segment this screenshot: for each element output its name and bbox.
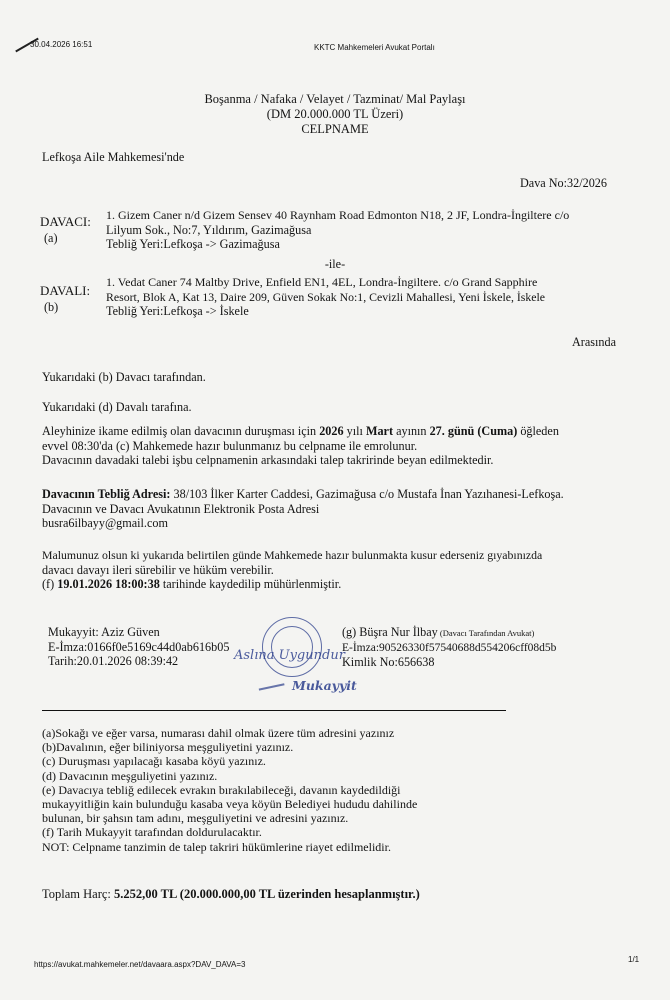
- footnote-c: (c) Duruşması yapılacağı kasaba köyü yazınız.: [42, 754, 266, 769]
- davaci-line3: Tebliğ Yeri:Lefkoşa -> Gazimağusa: [106, 237, 280, 251]
- lawyer-name: (g) Büşra Nur İlbay: [342, 625, 438, 639]
- court-seal-icon: [262, 617, 322, 677]
- clerk-signature: [48, 625, 229, 669]
- davaci-label: DAVACI:: [40, 214, 91, 229]
- footnote-d: (d) Davacının meşguliyetini yazınız.: [42, 768, 218, 783]
- print-datetime: 30.04.2026 16:51: [30, 40, 93, 49]
- fee-value: 5.252,00 TL (20.000.000,00 TL üzerinden hesaplanmıştır.): [114, 887, 420, 901]
- clerk-esign: E-İmza:0166f0e5169c44d0ab616b05: [48, 639, 230, 654]
- stamp-signature-mark: [257, 677, 284, 690]
- notice-prefix: (f): [42, 577, 58, 591]
- title-celpname: CELPNAME: [301, 122, 369, 136]
- clerk-name: Mukayyit: Aziz Güven: [48, 625, 160, 639]
- page-number: 1/1: [628, 955, 640, 964]
- fee-label: Toplam Harç:: [42, 887, 115, 901]
- footnote-b: (b)Davalının, eğer biliniyorsa meşguliyetini yazınız.: [42, 740, 294, 755]
- stamp-mukayyit: Mukayyit: [292, 678, 357, 693]
- email-label: Davacının ve Davacı Avukatının Elektronik Posta Adresi: [42, 501, 320, 516]
- arasinda: Arasında: [572, 335, 616, 349]
- notification-address: [42, 487, 564, 531]
- seal-date: 19.01.2026 18:00:38: [57, 577, 160, 591]
- paragraph-davaci: Yukarıdaki (b) Davacı tarafından.: [42, 370, 206, 384]
- lawyer-role: (Davacı Tarafından Avukat): [437, 628, 535, 638]
- stamp-text: Aslına Uygundur: [234, 648, 345, 663]
- hearing-line2: evvel 08:30'da (c) Mahkemede hazır bulunmanız bu celpname ile emrolunur.: [42, 438, 418, 453]
- hearing-line3: Davacının davadaki talebi işbu celpnamenin arkasındaki talep takririnde beyan edilmektedir.: [42, 453, 494, 467]
- footnote-e2: mukayyitliğin kain bulunduğu kasaba veya köyün Belediyei hududu dahilinde: [42, 797, 418, 812]
- hearing-text-c: ayının: [393, 424, 430, 438]
- clerk-date: Tarih:20.01.2026 08:39:42: [48, 654, 179, 668]
- lawyer-id: Kimlik No:656638: [342, 655, 435, 669]
- divider: [42, 710, 506, 711]
- footer-url: https://avukat.mahkemeler.net/davaara.aspx?DAV_DAVA=3: [34, 960, 246, 969]
- hearing-text-a: Aleyhinize ikame edilmiş olan davacının duruşması için: [42, 424, 320, 438]
- notice-suffix: tarihinde kaydedilip mühürlenmiştir.: [159, 577, 342, 591]
- portal-name: KKTC Mahkemeleri Avukat Portalı: [314, 43, 435, 52]
- footnote-not: NOT: Celpname tanzimin de talep takriri hükümlerine riayet edilmelidir.: [42, 839, 391, 854]
- title-line1: Boşanma / Nafaka / Velayet / Tazminat/ Mal Paylaşı: [204, 92, 466, 106]
- total-fee: [42, 887, 420, 902]
- lawyer-signature: [342, 625, 556, 670]
- hearing-day: 27. günü (Cuma): [429, 424, 518, 438]
- lawyer-esign: E-İmza:90526330f57540688d554206cff08d5b: [342, 641, 557, 654]
- email-value: busra6ilbayy@gmail.com: [42, 516, 168, 530]
- address-value: 38/103 İlker Karter Caddesi, Gazimağusa c/o Mustafa İnan Yazıhanesi-Lefkoşa.: [170, 487, 564, 501]
- davali-line1: 1. Vedat Caner 74 Maltby Drive, Enfield EN1, 4EL, Londra-İngiltere. c/o Grand Sapphire: [106, 275, 538, 289]
- davali-line3: Tebliğ Yeri:Lefkoşa -> İskele: [106, 304, 249, 318]
- footnote-e1: (e) Davacıya tebliğ edilecek evrakın bırakılabileceği, davanın kaydedildiği: [42, 782, 401, 797]
- hearing-paragraph: [42, 424, 559, 468]
- davaci-details: [106, 208, 569, 252]
- case-number: Dava No:32/2026: [520, 176, 607, 190]
- davali-line2: Resort, Blok A, Kat 13, Daire 209, Güven Sokak No:1, Cevizli Mahallesi, Yeni İskele, İskele: [106, 289, 546, 304]
- ile-separator: -ile-: [324, 257, 346, 271]
- hearing-month: Mart: [365, 424, 394, 438]
- davali-details: [106, 275, 545, 319]
- notice-line2: davacı davayı ileri sürebilir ve hüküm verebilir.: [42, 562, 274, 577]
- davaci-line1: 1. Gizem Caner n/d Gizem Sensev 40 Raynham Road Edmonton N18, 2 JF, Londra-İngiltere c/o: [106, 208, 570, 222]
- hearing-year: 2026: [319, 424, 344, 438]
- davaci-sub: (a): [44, 231, 58, 245]
- court-name: Lefkoşa Aile Mahkemesi'nde: [42, 150, 185, 164]
- paragraph-davali: Yukarıdaki (d) Davalı tarafına.: [42, 400, 192, 414]
- footnote-f: (f) Tarih Mukayyit tarafından doldurulacaktır.: [42, 825, 262, 840]
- notice-paragraph: [42, 548, 542, 592]
- address-label: Davacının Tebliğ Adresi:: [42, 487, 171, 501]
- notice-line1: Malumunuz olsun ki yukarıda belirtilen günde Mahkemede hazır bulunmakta kusur ederseniz gıyabınızda: [42, 548, 543, 562]
- davali-sub: (b): [44, 300, 59, 314]
- footnote-e3: bulunan, bir şahsın tam adını, meşguliyetini ve adresini yazınız.: [42, 811, 349, 826]
- title-line2: (DM 20.000.000 TL Üzeri): [266, 107, 404, 121]
- footnote-a: (a)Sokağı ve eğer varsa, numarası dahil olmak üzere tüm adresini yazınız: [42, 726, 395, 740]
- davaci-line2: Lilyum Sok., No:7, Yıldırım, Gazimağusa: [106, 222, 312, 237]
- davali-label: DAVALI:: [40, 283, 91, 298]
- hearing-text-d: öğleden: [517, 424, 559, 438]
- hearing-text-b: yılı: [343, 424, 366, 438]
- footnotes: [42, 726, 417, 854]
